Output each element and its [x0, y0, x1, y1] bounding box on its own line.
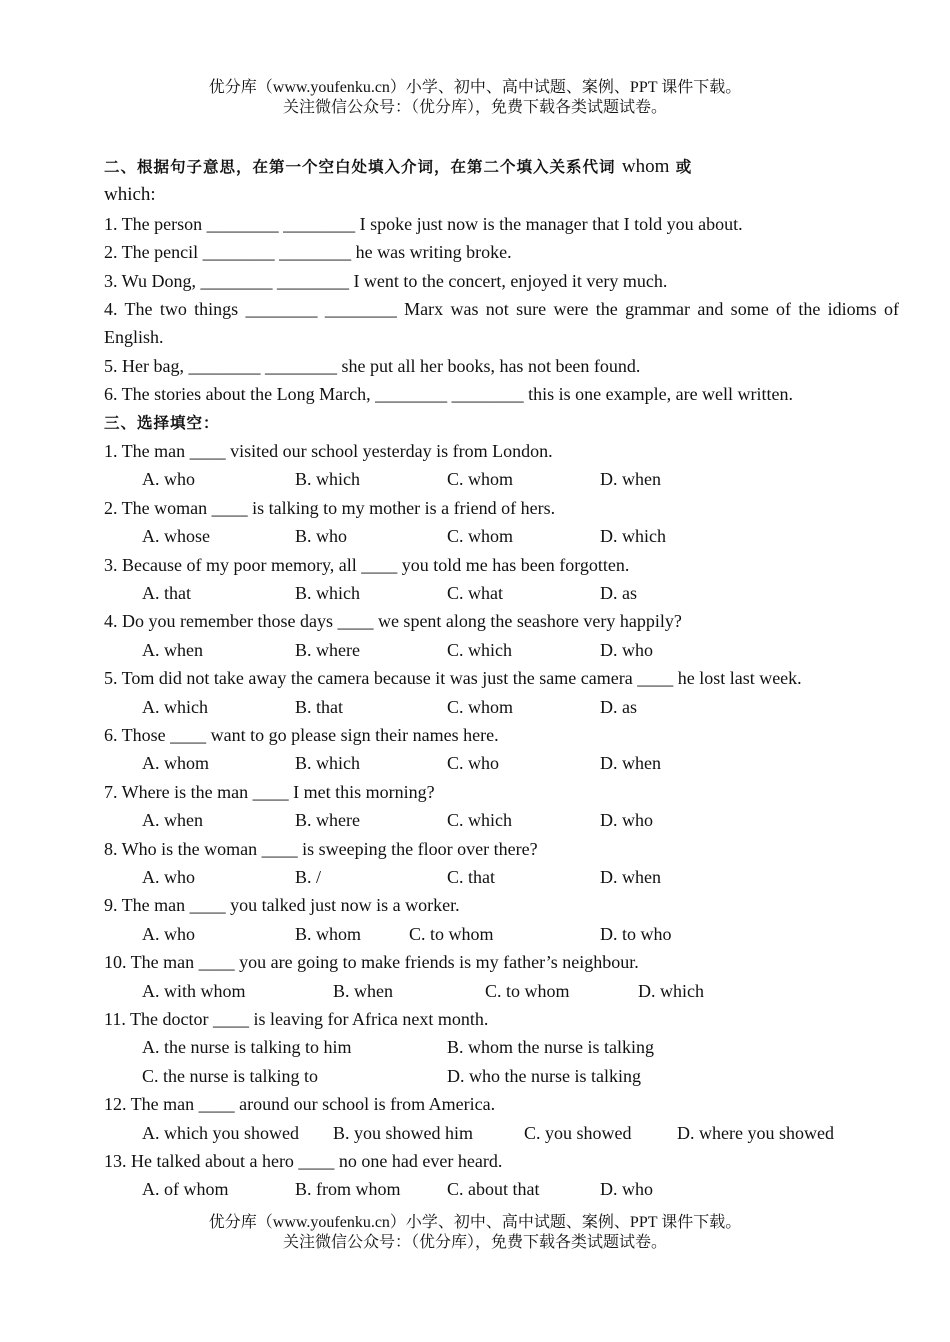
mc-question-1: 1. The man ____ visited our school yesterday is from London. [104, 441, 553, 462]
option-b: B. / [295, 867, 322, 888]
option-c: C. to whom [485, 980, 570, 1001]
option-b: B. whom the nurse is talking [447, 1037, 654, 1058]
option-c: C. whom [447, 526, 514, 547]
option-b: B. who [295, 526, 348, 547]
option-c: C. which [447, 639, 512, 660]
option-b: B. that [295, 696, 343, 717]
section-2-title-or: 或 [669, 158, 693, 176]
option-d: D. who [600, 810, 653, 831]
mc-question-8: 8. Who is the woman ____ is sweeping the floor over there? [104, 838, 538, 859]
mc-options-9 [104, 920, 899, 948]
option-d: D. who [600, 1179, 653, 1200]
header-line-1: 优分库（www.youfenku.cn）小学、初中、高中试题、案例、PPT 课件下载。 [208, 79, 742, 96]
footer-line-2: 关注微信公众号：（优分库），免费下载各类试题试卷。 [282, 1234, 667, 1251]
option-a: A. with whom [142, 980, 246, 1001]
fill-item-6: 6. The stories about the Long March, ________ ________ this is one example, are well written. [104, 384, 794, 405]
fill-item-4: 4. The two things ________ ________ Marx was not sure were the grammar and some of the idioms of English. [104, 299, 899, 348]
option-d: D. who [600, 639, 653, 660]
mc-options-13 [104, 1175, 899, 1203]
option-d: D. when [600, 753, 661, 774]
mc-question-7: 7. Where is the man ____ I met this morning? [104, 781, 435, 802]
mc-options-3 [104, 579, 899, 607]
option-d: D. where you showed [677, 1122, 834, 1143]
option-a: A. who [142, 867, 195, 888]
option-d: D. to who [600, 923, 672, 944]
mc-options-5 [104, 693, 899, 721]
mc-options-11-row-1 [104, 1033, 899, 1061]
mc-question-13: 13. He talked about a hero ____ no one had ever heard. [104, 1151, 503, 1172]
option-b: B. whom [295, 923, 362, 944]
option-c: C. what [447, 583, 503, 604]
option-a: A. that [142, 583, 191, 604]
option-c: C. the nurse is talking to [142, 1065, 318, 1086]
option-d: D. when [600, 469, 661, 490]
option-c: C. that [447, 867, 495, 888]
option-d: D. who the nurse is talking [447, 1065, 641, 1086]
page-header [0, 78, 950, 118]
mc-question-5: 5. Tom did not take away the camera because it was just the same camera ____ he lost last week. [104, 668, 802, 689]
mc-options-1 [104, 465, 899, 493]
mc-question-9: 9. The man ____ you talked just now is a worker. [104, 895, 460, 916]
option-a: A. which [142, 696, 208, 717]
mc-options-11-row-2 [104, 1062, 899, 1090]
option-b: B. where [295, 810, 360, 831]
mc-options-12 [104, 1119, 899, 1147]
section-2-title [104, 153, 899, 181]
fill-item-1: 1. The person ________ ________ I spoke just now is the manager that I told you about. [104, 213, 743, 234]
fill-item-2: 2. The pencil ________ ________ he was writing broke. [104, 242, 512, 263]
mc-options-7 [104, 806, 899, 834]
option-b: B. you showed him [333, 1122, 474, 1143]
mc-question-4: 4. Do you remember those days ____ we spent along the seashore very happily? [104, 611, 682, 632]
mc-question-2: 2. The woman ____ is talking to my mother is a friend of hers. [104, 497, 556, 518]
mc-options-4 [104, 636, 899, 664]
option-a: A. whom [142, 753, 209, 774]
worksheet-body [104, 153, 899, 1204]
mc-options-6 [104, 749, 899, 777]
section-2-title-which: which: [104, 184, 156, 206]
option-b: B. which [295, 583, 360, 604]
page-footer [0, 1213, 950, 1253]
option-c: C. you showed [524, 1122, 632, 1143]
section-2-title-cn: 二、根据句子意思，在第一个空白处填入介词，在第二个填入关系代词 [104, 158, 622, 176]
mc-question-10: 10. The man ____ you are going to make friends is my father’s neighbour. [104, 952, 639, 973]
option-a: A. when [142, 639, 203, 660]
option-a: A. who [142, 923, 195, 944]
option-d: D. as [600, 696, 637, 717]
mc-question-3: 3. Because of my poor memory, all ____ you told me has been forgotten. [104, 554, 630, 575]
option-a: A. of whom [142, 1179, 229, 1200]
option-d: D. which [638, 980, 704, 1001]
option-a: A. when [142, 810, 203, 831]
mc-options-8 [104, 863, 899, 891]
option-d: D. when [600, 867, 661, 888]
mc-options-2 [104, 522, 899, 550]
option-c: C. to whom [409, 923, 494, 944]
option-a: A. the nurse is talking to him [142, 1037, 352, 1058]
option-b: B. which [295, 753, 360, 774]
mc-options-10 [104, 977, 899, 1005]
option-c: C. who [447, 753, 500, 774]
option-c: C. which [447, 810, 512, 831]
section-3-title: 三、选择填空： [104, 413, 220, 432]
option-c: C. whom [447, 469, 514, 490]
option-b: B. from whom [295, 1179, 401, 1200]
mc-question-12: 12. The man ____ around our school is from America. [104, 1094, 496, 1115]
option-d: D. as [600, 583, 637, 604]
fill-item-3: 3. Wu Dong, ________ ________ I went to the concert, enjoyed it very much. [104, 270, 668, 291]
option-a: A. who [142, 469, 195, 490]
mc-question-6: 6. Those ____ want to go please sign their names here. [104, 725, 499, 746]
fill-item-5: 5. Her bag, ________ ________ she put all her books, has not been found. [104, 355, 641, 376]
option-b: B. where [295, 639, 360, 660]
footer-line-1: 优分库（www.youfenku.cn）小学、初中、高中试题、案例、PPT 课件下载。 [208, 1214, 742, 1231]
option-d: D. which [600, 526, 666, 547]
section-2-title-whom: whom [621, 156, 670, 177]
option-c: C. about that [447, 1179, 540, 1200]
header-line-2: 关注微信公众号：（优分库），免费下载各类试题试卷。 [282, 99, 667, 116]
option-b: B. when [333, 980, 393, 1001]
option-b: B. which [295, 469, 360, 490]
option-c: C. whom [447, 696, 514, 717]
mc-question-11: 11. The doctor ____ is leaving for Africa next month. [104, 1009, 489, 1030]
option-a: A. whose [142, 526, 210, 547]
option-a: A. which you showed [142, 1122, 299, 1143]
